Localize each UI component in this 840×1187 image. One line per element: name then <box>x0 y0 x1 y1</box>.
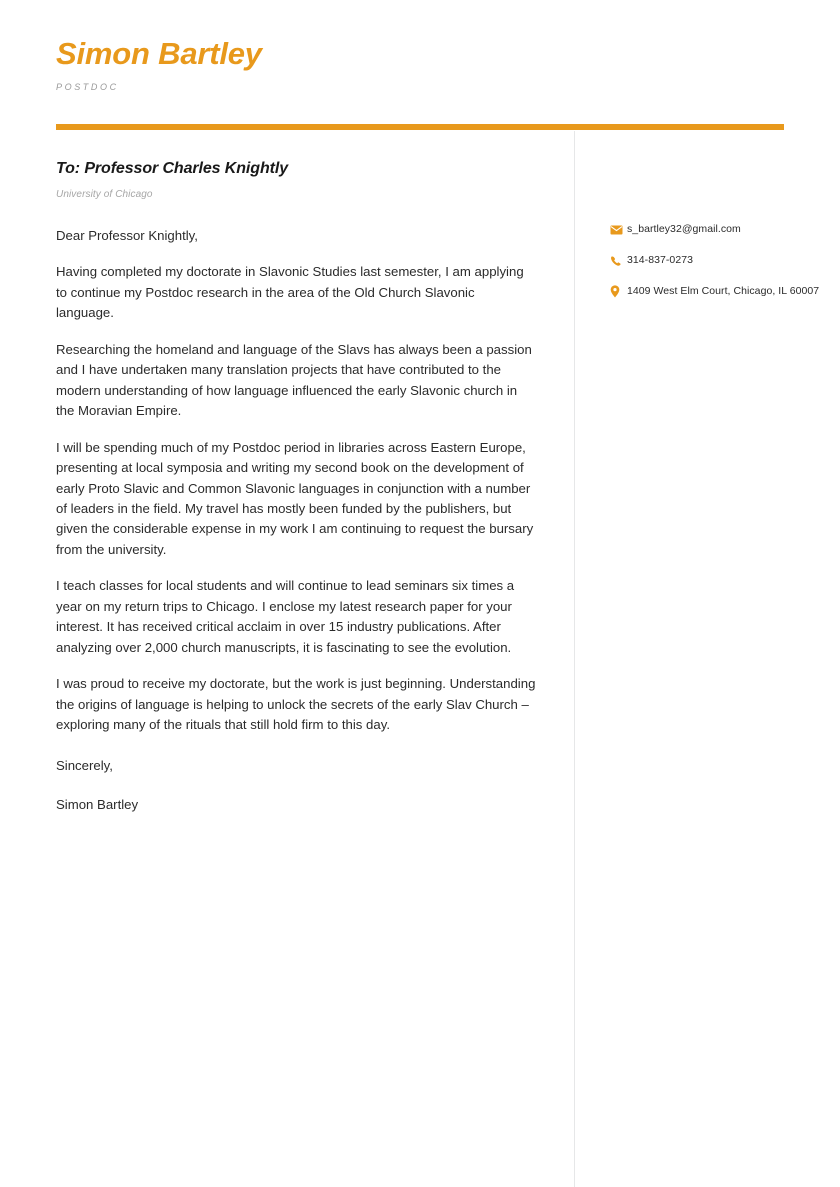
job-role-subtitle: POSTDOC <box>56 81 119 92</box>
envelope-icon <box>610 222 627 237</box>
letter-paragraph: Having completed my doctorate in Slavonic Studies last semester, I am applying to continue my Postdoc research in the area of the Old Church Slavonic language. <box>56 264 524 321</box>
contact-item-phone <box>610 252 825 269</box>
contact-item-address <box>610 283 825 300</box>
contact-item-email <box>610 221 825 238</box>
contact-address-text[interactable]: 1409 West Elm Court, Chicago, IL 60007 <box>627 285 820 297</box>
letter-paragraph: I teach classes for local students and will continue to lead seminars six times a year on my return trips to Chicago. I enclose my latest research paper for your interest. It has received critical acclaim in over 15 industry publications. After analyzing over 2,000 church manuscripts, it is fascinating to see the evolution. <box>56 578 515 655</box>
column-divider-line <box>574 131 575 1187</box>
letter-paragraph: I will be spending much of my Postdoc period in libraries across Eastern Europe, presenting at local symposia and writing my second book on the development of early Proto Slavic and Common Slavonic languages in conjunction with a number of leaders in the field. My travel has mostly been funded by the publishers, but given the considerable expense in my work I am continuing to request the bursary from the university. <box>56 439 534 557</box>
contact-email-text[interactable]: s_bartley32@gmail.com <box>627 223 741 235</box>
salutation: Dear Professor Knightly, <box>56 228 198 243</box>
phone-icon <box>610 253 627 268</box>
closing-line: Sincerely, <box>56 757 113 773</box>
letter-header <box>56 36 784 92</box>
page-title: Simon Bartley <box>56 36 262 71</box>
recipient-organization: University of Chicago <box>56 189 153 200</box>
location-pin-icon <box>610 284 627 299</box>
letter-body <box>56 160 536 829</box>
contact-phone-text[interactable]: 314-837-0273 <box>627 254 693 266</box>
accent-divider-bar <box>56 124 784 130</box>
letter-paragraph: Researching the homeland and language of the Slavs has always been a passion and I have undertaken many translation projects that have contributed to the modern understanding of how language influenced the early Slavonic church in the Moravian Empire. <box>56 341 532 419</box>
letter-paragraph: I was proud to receive my doctorate, but the work is just beginning. Understanding the origins of language is helping to unlock the secrets of the early Slav Church – exploring many of the rituals that still hold firm to this day. <box>56 676 536 733</box>
recipient-name: To: Professor Charles Knightly <box>56 160 289 177</box>
contact-details <box>610 221 825 314</box>
signature-name: Simon Bartley <box>56 796 139 812</box>
